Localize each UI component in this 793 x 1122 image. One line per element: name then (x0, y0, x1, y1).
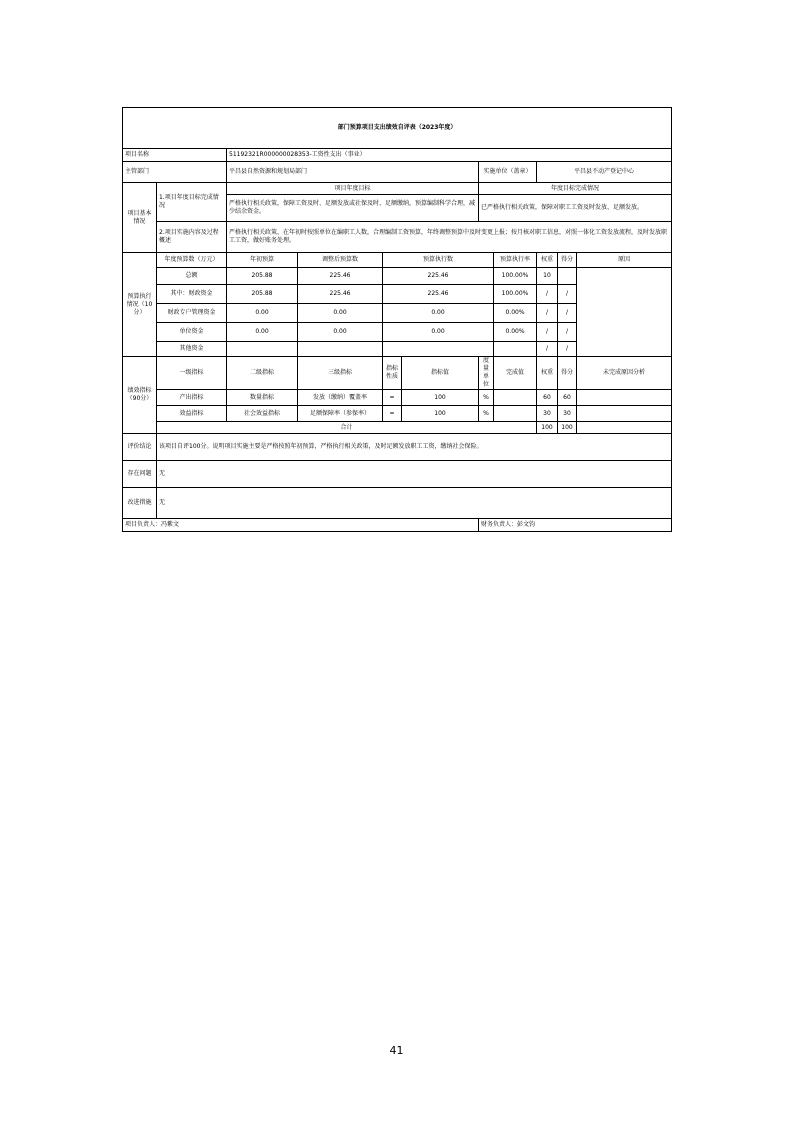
perf-reason (577, 406, 672, 422)
perf-unit: % (479, 390, 494, 406)
budget-row-name: 单位资金 (157, 323, 227, 342)
budget-executed (383, 342, 494, 357)
budget-weight: 10 (537, 268, 558, 285)
form-title: 部门预算项目支出绩效自评表（2023年度） (123, 108, 672, 149)
perf-header-cell: 二级指标 (227, 357, 298, 390)
perf-header-cell: 度量单位 (479, 357, 494, 390)
perf-l3: 发放（缴纳）覆盖率 (298, 390, 383, 406)
impl-unit-value: 平昌县不动产登记中心 (537, 162, 672, 183)
perf-header-cell: 权重 (537, 357, 558, 390)
perf-total-label: 合计 (157, 422, 537, 434)
budget-initial (227, 342, 298, 357)
conclusion-text: 该项目自评100分。说明项目实施主要是严格按照年初预算，严格执行相关政策，及时足额发放职工工资，缴纳社会保险。 (157, 434, 672, 461)
budget-adjusted: 225.46 (298, 285, 383, 304)
perf-header-cell: 完成值 (494, 357, 537, 390)
perf-done (494, 390, 537, 406)
perf-weight: 30 (537, 406, 558, 422)
budget-adjusted: 225.46 (298, 268, 383, 285)
perf-header-cell: 指标值 (402, 357, 479, 390)
year-done-header: 年度目标完成情况 (479, 183, 672, 195)
perf-score: 60 (558, 390, 577, 406)
budget-initial: 0.00 (227, 323, 298, 342)
perf-l3: 足额保障率（参保率） (298, 406, 383, 422)
budget-score: / (558, 285, 577, 304)
project-name-value: 51192321R000000028353-工资性支出（事业） (227, 149, 672, 162)
budget-reason (577, 268, 672, 357)
perf-total-weight: 100 (537, 422, 558, 434)
budget-row-name: 其中：财政资金 (157, 285, 227, 304)
perf-l1: 效益指标 (157, 406, 227, 422)
perf-weight: 60 (537, 390, 558, 406)
budget-initial: 205.88 (227, 268, 298, 285)
perf-header-cell: 三级指标 (298, 357, 383, 390)
budget-weight: / (537, 304, 558, 323)
perf-reason (577, 390, 672, 406)
perf-value: 100 (402, 390, 479, 406)
budget-adjusted (298, 342, 383, 357)
budget-header-cell: 原因 (577, 253, 672, 268)
budget-executed: 0.00 (383, 323, 494, 342)
budget-weight: / (537, 285, 558, 304)
budget-executed: 225.46 (383, 285, 494, 304)
performance-table (122, 107, 672, 532)
perf-value: 100 (402, 406, 479, 422)
measures-text: 无 (157, 488, 672, 519)
budget-section-label: 预算执行情况（10分） (123, 253, 157, 357)
budget-weight: / (537, 342, 558, 357)
perf-header-cell: 得分 (558, 357, 577, 390)
project-name-label: 项目名称 (123, 149, 227, 162)
budget-score: / (558, 323, 577, 342)
year-goal-row-label: 1.项目年度目标完成情况 (157, 183, 227, 222)
basic-info-label: 项目基本情况 (123, 183, 157, 253)
dept-value: 平昌县自然资源和规划局部门 (227, 162, 479, 183)
perf-done (494, 406, 537, 422)
perf-l1: 产出指标 (157, 390, 227, 406)
budget-header-cell: 调整后预算数 (298, 253, 383, 268)
year-goal-text: 严格执行相关政策，保障工资及时、足额发放或社保及时、足额缴纳，预算编制科学合理，减少结余资金。 (227, 195, 479, 222)
budget-row-name: 财政专户管理资金 (157, 304, 227, 323)
budget-score: / (558, 342, 577, 357)
perf-header-cell: 未完成原因分析 (577, 357, 672, 390)
perf-unit: % (479, 406, 494, 422)
budget-row-name: 其他资金 (157, 342, 227, 357)
budget-adjusted: 0.00 (298, 323, 383, 342)
budget-weight: / (537, 323, 558, 342)
finance-leader: 财务负责人：彭文钧 (479, 519, 672, 532)
dept-label: 主管部门 (123, 162, 227, 183)
project-leader: 项目负责人：冯紫文 (123, 519, 479, 532)
budget-score: / (558, 304, 577, 323)
year-goal-header: 项目年度目标 (227, 183, 479, 195)
problems-label: 存在问题 (123, 461, 157, 488)
budget-header-cell: 得分 (558, 253, 577, 268)
perf-nature: = (383, 406, 402, 422)
budget-rate: 0.00% (494, 323, 537, 342)
impl-unit-label: 实施单位（盖章） (479, 162, 537, 183)
budget-rate (494, 342, 537, 357)
budget-header-cell: 年初预算 (227, 253, 298, 268)
conclusion-label: 评价结论 (123, 434, 157, 461)
page-number: 41 (389, 1044, 404, 1057)
perf-l2: 数量指标 (227, 390, 298, 406)
perf-score: 30 (558, 406, 577, 422)
budget-rate: 0.00% (494, 304, 537, 323)
budget-header-cell: 预算执行数 (383, 253, 494, 268)
perf-header-cell: 一级指标 (157, 357, 227, 390)
budget-score (558, 268, 577, 285)
measures-label: 改进措施 (123, 488, 157, 519)
perf-nature: = (383, 390, 402, 406)
perf-total-score: 100 (558, 422, 577, 434)
perf-header-cell: 指标性质 (383, 357, 402, 390)
budget-initial: 0.00 (227, 304, 298, 323)
budget-rate: 100.00% (494, 268, 537, 285)
year-done-text: 已严格执行相关政策，保障对职工工资及时发放、足额发放。 (479, 195, 672, 222)
perf-l2: 社会效益指标 (227, 406, 298, 422)
budget-header-cell: 年度预算数（万元） (157, 253, 227, 268)
budget-header-cell: 预算执行率 (494, 253, 537, 268)
perf-section-label: 绩效指标（90分） (123, 357, 157, 434)
budget-header-cell: 权重 (537, 253, 558, 268)
budget-row-name: 总额 (157, 268, 227, 285)
budget-initial: 205.88 (227, 285, 298, 304)
implementation-text: 严格执行相关政策，在年初时按照单位在编职工人数，合理编制工资预算，年终调整预算中及时变更上报；按月核对职工信息，对照一体化工资发放流程，及时发放职工工资，做好账务处理。 (227, 222, 672, 253)
budget-rate: 100.00% (494, 285, 537, 304)
implementation-row-label: 2.项目实施内容及过程概述 (157, 222, 227, 253)
perf-total-reason (577, 422, 672, 434)
budget-executed: 0.00 (383, 304, 494, 323)
problems-text: 无 (157, 461, 672, 488)
budget-adjusted: 0.00 (298, 304, 383, 323)
budget-executed: 225.46 (383, 268, 494, 285)
performance-evaluation-sheet (122, 107, 671, 532)
